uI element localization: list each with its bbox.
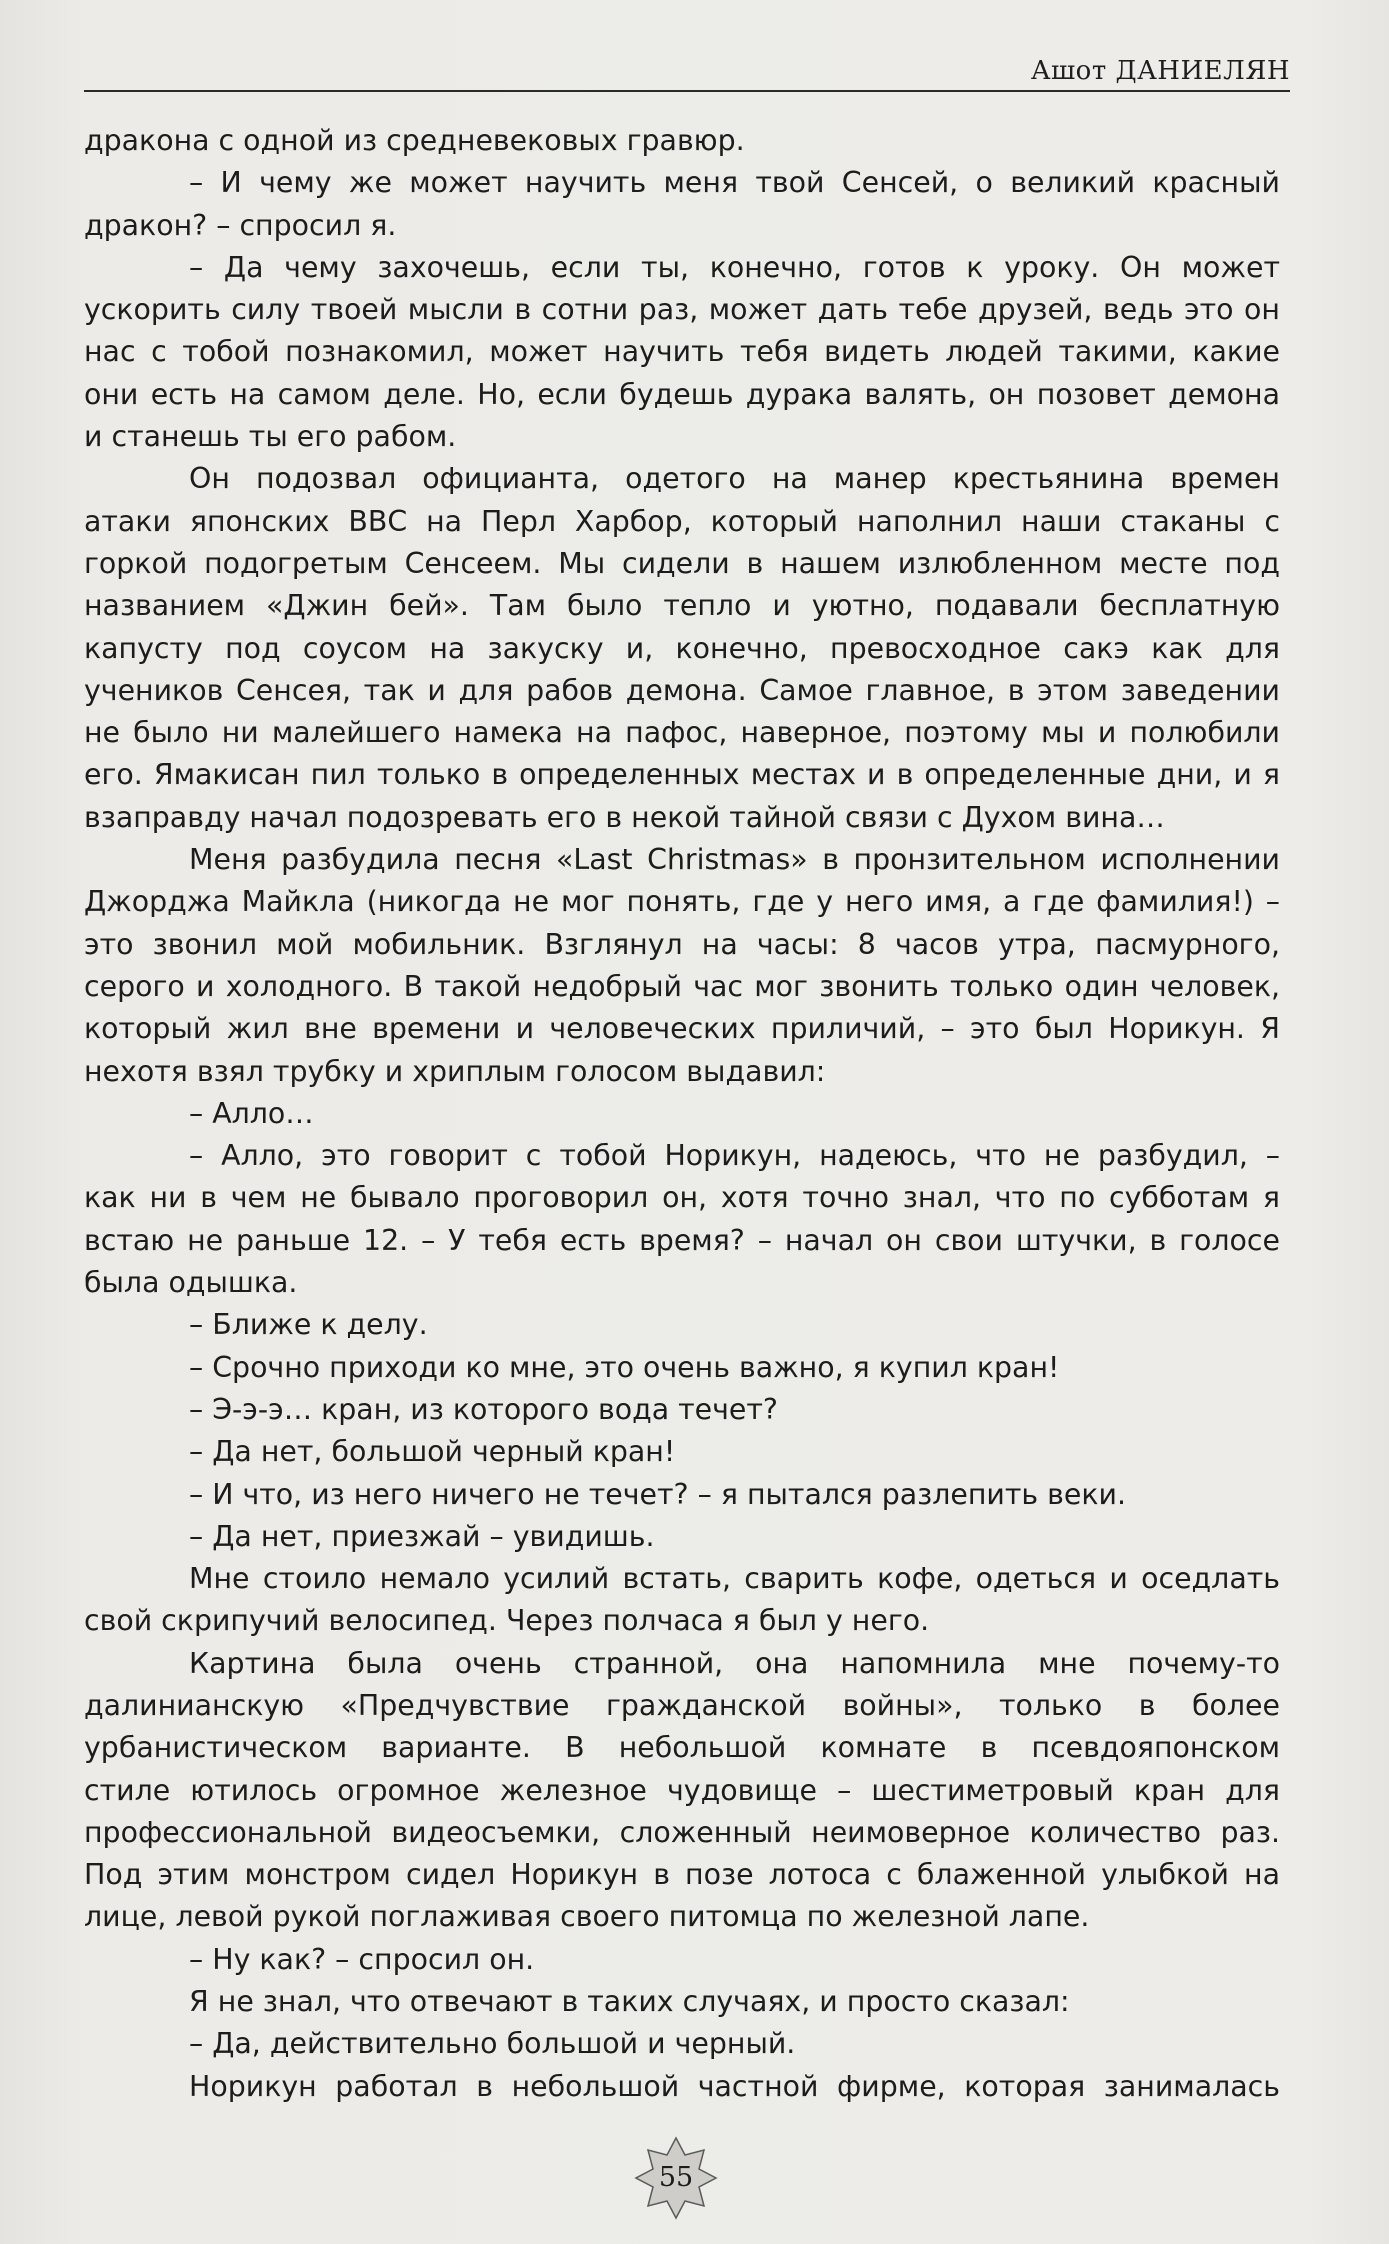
text-line: который жил вне времени и человеческих приличий, – это был Норикун. Я <box>84 1012 1280 1046</box>
running-header <box>84 50 1290 92</box>
page-number: 55 <box>658 2162 694 2193</box>
text-line: – И что, из него ничего не течет? – я пытался разлепить веки. <box>189 1477 1126 1511</box>
text-line: встаю не раньше 12. – У тебя есть время? – начал он свои штучки, в голосе <box>84 1223 1280 1257</box>
text-line: ускорить силу твоей мысли в сотни раз, может дать тебе друзей, ведь это он <box>84 293 1280 327</box>
text-line: учеников Сенсея, так и для рабов демона. Самое главное, в этом заведении <box>84 673 1280 707</box>
text-line: Он подозвал официанта, одетого на манер крестьянина времен <box>189 462 1280 496</box>
text-line: урбанистическом варианте. В небольшой комнате в псевдояпонском <box>84 1731 1280 1765</box>
text-line: горкой подогретым Сенсеем. Мы сидели в нашем излюбленном месте под <box>84 546 1280 580</box>
text-line: они есть на самом деле. Но, если будешь дурака валять, он позовет демона <box>84 377 1280 411</box>
text-line: взаправду начал подозревать его в некой тайной связи с Духом вина… <box>84 800 1165 834</box>
text-line: Картина была очень странной, она напомнила мне почему-то <box>189 1646 1280 1680</box>
text-line: лице, левой рукой поглаживая своего питомца по железной лапе. <box>84 1900 1090 1934</box>
text-line: – И чему же может научить меня твой Сенсей, о великий красный <box>189 166 1280 200</box>
text-line: – Ну как? – спросил он. <box>189 1942 535 1976</box>
text-line: – Да нет, большой черный кран! <box>189 1435 676 1469</box>
text-line: и станешь ты его рабом. <box>84 420 457 454</box>
text-line: – Да, действительно большой и черный. <box>189 2027 796 2061</box>
text-line: – Да чему захочешь, если ты, конечно, готов к уроку. Он может <box>189 250 1280 284</box>
text-line: Норикун работал в небольшой частной фирме, которая занималась <box>189 2069 1280 2103</box>
text-line: далинианскую «Предчувствие гражданской войны», только в более <box>84 1688 1280 1722</box>
text-line: – Э-э-э… кран, из которого вода течет? <box>189 1392 778 1426</box>
text-line: Мне стоило немало усилий встать, сварить кофе, одеться и оседлать <box>189 1562 1280 1596</box>
text-line: Джорджа Майкла (никогда не мог понять, где у него имя, а где фамилия!) – <box>84 885 1280 919</box>
text-line: это звонил мой мобильник. Взглянул на часы: 8 часов утра, пасмурного, <box>84 927 1280 961</box>
header-author: Ашот ДАНИЕЛЯН <box>1030 56 1290 86</box>
text-line: не было ни малейшего намека на пафос, наверное, поэтому мы и полюбили <box>84 716 1280 750</box>
text-line: – Ближе к делу. <box>189 1308 428 1342</box>
text-line: – Срочно приходи ко мне, это очень важно, я купил кран! <box>189 1350 1060 1384</box>
text-line: свой скрипучий велосипед. Через полчаса я был у него. <box>84 1604 930 1638</box>
text-line: капусту под соусом на закуску и, конечно, превосходное сакэ как для <box>84 631 1280 665</box>
text-line: профессиональной видеосъемки, сложенный неимоверное количество раз. <box>84 1815 1280 1849</box>
text-line: нас с тобой познакомил, может научить тебя видеть людей такими, какие <box>84 335 1280 369</box>
text-line: дракон? – спросил я. <box>84 208 397 242</box>
text-line: серого и холодного. В такой недобрый час мог звонить только один человек, <box>84 969 1280 1003</box>
text-line: Под этим монстром сидел Норикун в позе лотоса с блаженной улыбкой на <box>84 1858 1280 1892</box>
text-line: Я не знал, что отвечают в таких случаях, и просто сказал: <box>189 1985 1070 2019</box>
text-line: как ни в чем не бывало проговорил он, хотя точно знал, что по субботам я <box>84 1181 1280 1215</box>
text-line: стиле ютилось огромное железное чудовище – шестиметровый кран для <box>84 1773 1280 1807</box>
page-number-badge <box>634 2136 718 2220</box>
text-line: была одышка. <box>84 1266 298 1300</box>
text-line: – Да нет, приезжай – увидишь. <box>189 1519 655 1553</box>
text-line: нехотя взял трубку и хриплым голосом выдавил: <box>84 1054 826 1088</box>
text-line: его. Ямакисан пил только в определенных местах и в определенные дни, и я <box>84 758 1280 792</box>
body-text <box>84 120 1280 2108</box>
text-line: дракона с одной из средневековых гравюр. <box>84 124 745 157</box>
text-line: названием «Джин бей». Там было тепло и уютно, подавали бесплатную <box>84 589 1280 623</box>
text-line: – Алло, это говорит с тобой Норикун, надеюсь, что не разбудил, – <box>189 1139 1280 1173</box>
text-line: атаки японских ВВС на Перл Харбор, который наполнил наши стаканы с <box>84 504 1280 538</box>
text-line: Меня разбудила песня «Last Christmas» в пронзительном исполнении <box>189 843 1280 877</box>
text-line: – Алло… <box>189 1096 314 1130</box>
